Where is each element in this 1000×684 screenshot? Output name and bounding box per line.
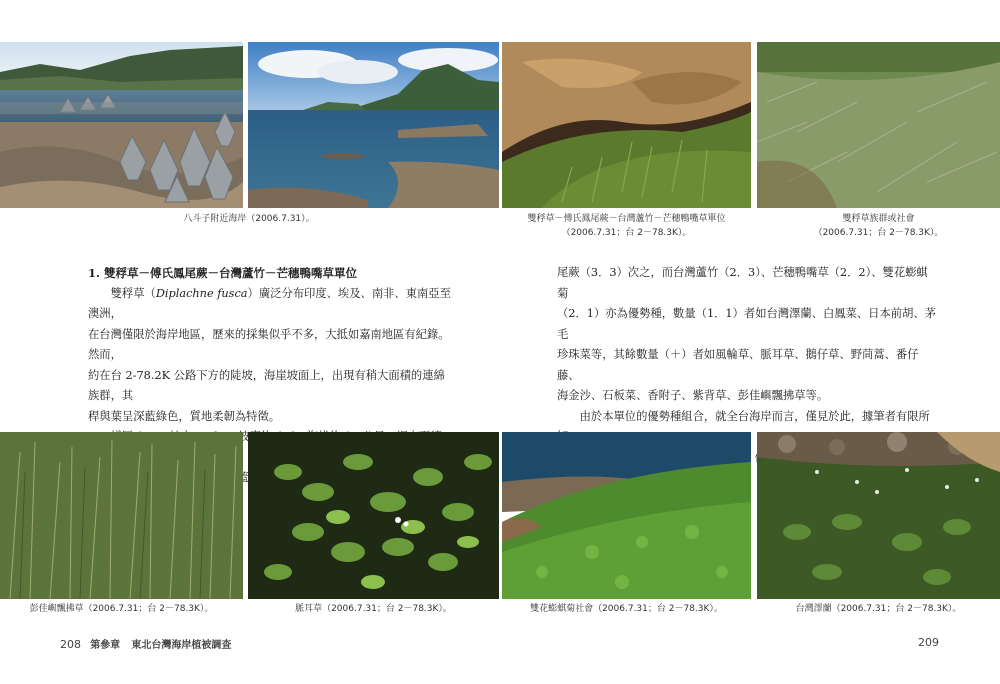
fimbristylis-photo (0, 432, 243, 599)
left-page-number: 208 (60, 638, 81, 651)
latin-name: Diplachne fusca (155, 286, 248, 300)
right-column-text: 尾蕨（3．3）次之，而台灣蘆竹（2．3）、芒穗鴨嘴草（2．2）、雙花蟛蜞菊 （2．1）亦為優勢種，數量（1．1）者如台灣澤蘭、白鳳菜、日本前胡、茅毛 珍珠菜等，其餘數量（＋）者如風輪草、脈耳草、鵝仔草、野茼蒿、番仔藤、 海金沙、石板菜、香附子、紫背草、彭佳嶼飄拂草等。 由於本單位的優勢種組合，就全台海岸而言，僅見於此，據筆者有限所 (557, 263, 937, 468)
caption-wedelia: 雙花蟛蜞菊社會（2006.7.31；台 2－78.3K）。 (530, 604, 723, 614)
caption-population-line1: 雙稃草族群或社會 (842, 214, 915, 224)
right-page-footer (918, 636, 939, 649)
oldenlandia-photo (248, 432, 499, 599)
sea-and-mountain-photo (248, 42, 499, 208)
caption-coastline: 八斗子附近海岸（2006.7.31）。 (183, 214, 315, 224)
left-page-footer (60, 636, 231, 651)
caption-oldenlandia: 脈耳草（2006.7.31；台 2－78.3K）。 (295, 604, 452, 614)
caption-fimbristylis: 彭佳嶼飄拂草（2006.7.31；台 2－78.3K）。 (29, 604, 214, 614)
wedelia-community-photo (502, 432, 751, 599)
chapter-label: 第參章 (90, 640, 121, 651)
caption-eupatorium: 台灣澤蘭（2006.7.31；台 2－78.3K）。 (795, 604, 962, 614)
coastal-tetrapods-photo (0, 42, 243, 208)
chapter-title: 東北台灣海岸植被調查 (131, 640, 232, 651)
section-heading: 1. 雙稃草－傅氏鳳尾蕨－台灣蘆竹－芒穗鴨嘴草單位 (88, 266, 358, 280)
caption-grass-unit-line1: 雙稃草－傅氏鳳尾蕨－台灣蘆竹－芒穗鴨嘴草單位 (527, 214, 726, 224)
caption-population-line2: （2006.7.31；台 2－78.3K）。 (813, 228, 944, 238)
paragraph-1: 雙稃草（Diplachne fusca）廣泛分布印度、埃及、南非、東南亞至澳洲， (88, 286, 451, 320)
grass-slope-cliff-photo (502, 42, 751, 208)
paragraph-conclusion: 由於本單位的優勢種組合，就全台海岸而言，僅見於此，據筆者有限所 (579, 409, 930, 423)
eupatorium-photo (757, 432, 1000, 599)
right-page-number: 209 (918, 636, 939, 649)
left-column-text: 1. 雙稃草－傅氏鳳尾蕨－台灣蘆竹－芒穗鴨嘴草單位 雙稃草（Diplachne fusca）廣泛分布印度、埃及、南非、東南亞至澳洲， 在台灣僅限於海岸地區，歷來的採集似乎不多，大抵如嘉南地區有紀錄。然而， 約在台 2-78.2K 公路下方的陡坡，海崖坡面上，出現有稍大面積的連綿族群，其 稈與葉呈深藍綠色，質地柔韌為特徵。 (88, 263, 454, 509)
grass-population-photo (757, 42, 1000, 208)
caption-grass-unit-line2: （2006.7.31；台 2－78.3K）。 (561, 228, 692, 238)
